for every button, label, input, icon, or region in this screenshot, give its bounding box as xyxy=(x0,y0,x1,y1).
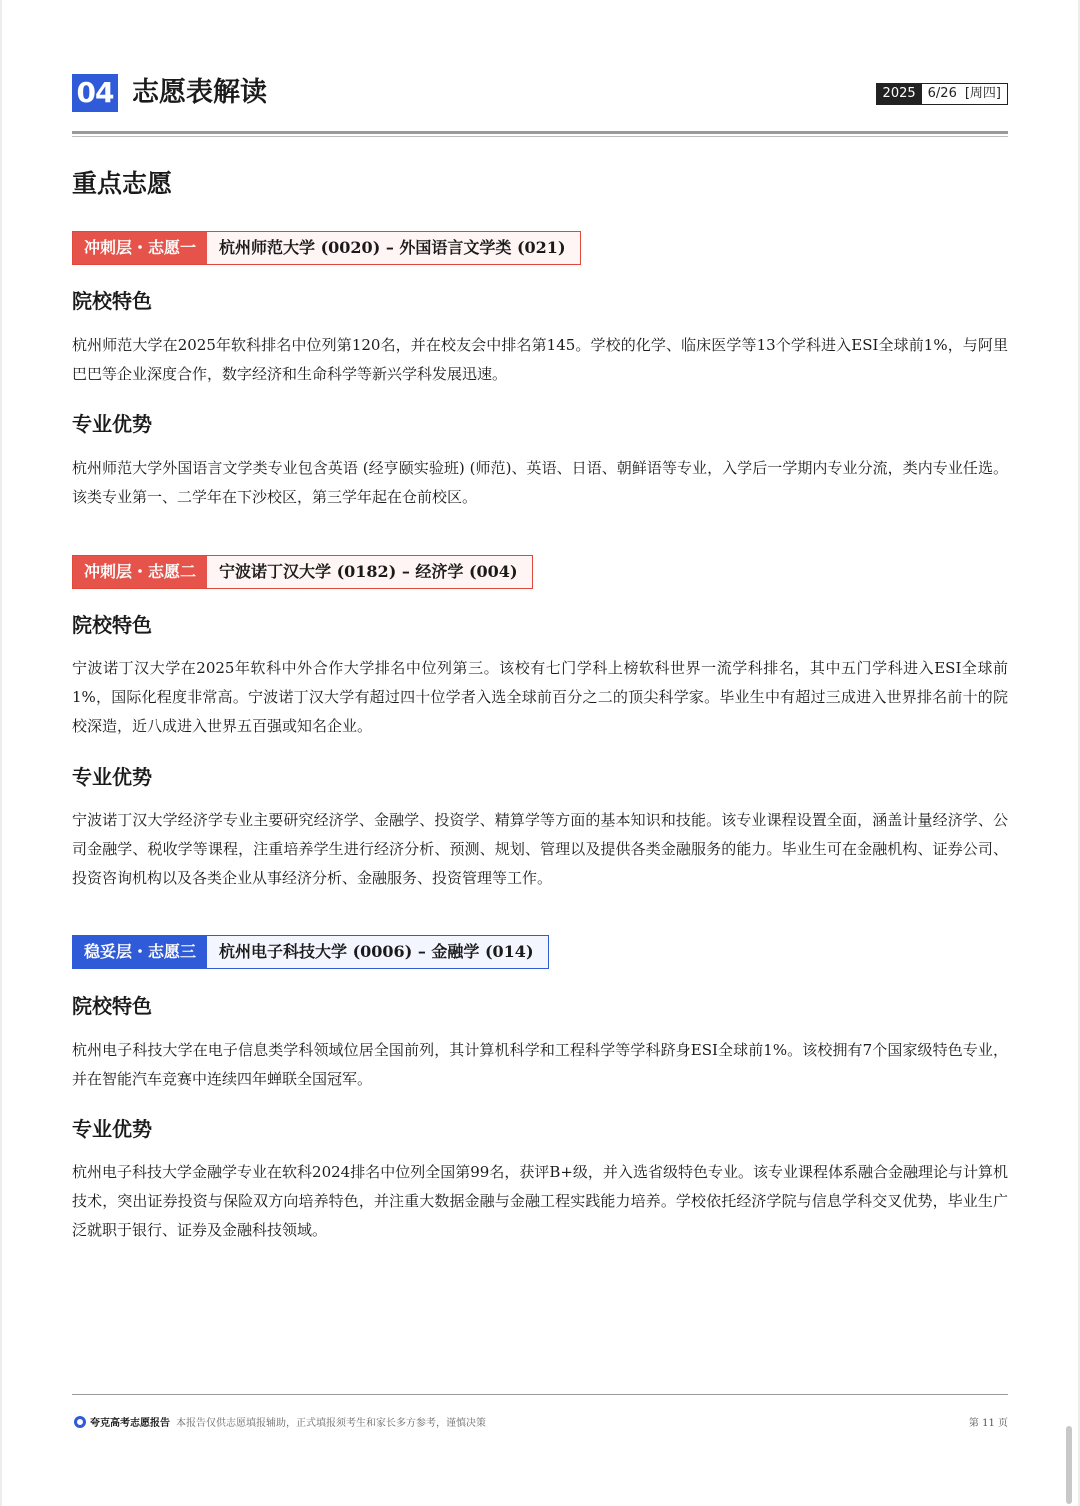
date-year: 2025 xyxy=(877,84,922,104)
choice-school-major: 杭州电子科技大学 (0006) – 金融学 (014) xyxy=(219,942,534,961)
main-heading: 重点志愿 xyxy=(72,169,173,198)
school-features-text: 杭州师范大学在2025年软科排名中位列第120名，并在校友会中排名第145。学校的化学、临床医学等13个学科进入ESI全球前1%，与阿里巴巴等企业深度合作，数字经济和生命科学等新兴学科发展迅速。 xyxy=(72,336,1008,383)
major-advantages-text: 杭州师范大学外国语言文学类专业包含英语 (经亨颐实验班) (师范)、英语、日语、朝鲜语等专业，入学后一学期内专业分流，类内专业任选。该类专业第一、二学年在下沙校区，第三学年起在仓前校区。 xyxy=(72,459,1008,506)
brand-name: 夸克高考志愿报告 xyxy=(90,1418,170,1429)
page-edge-left xyxy=(0,0,2,1506)
major-advantages-text: 杭州电子科技大学金融学专业在软科2024排名中位列全国第99名，获评B+级，并入选省级特色专业。该专业课程体系融合金融理论与计算机技术，突出证券投资与保险双方向培养特色，并注重大数据金融与金融工程实践能力培养。学校依托经济学院与信息学科交叉优势，毕业生广泛就职于银行、证券及金融科技领域。 xyxy=(72,1163,1008,1239)
choice-tier-label: 冲刺层・志愿一 xyxy=(73,232,207,264)
major-advantages-heading: 专业优势 xyxy=(72,412,152,436)
section-title: 志愿表解读 xyxy=(132,77,267,108)
header-divider xyxy=(72,131,1008,134)
date-weekday: [周四] xyxy=(964,86,1001,101)
date-badge xyxy=(876,83,1008,105)
choice-school-major: 杭州师范大学 (0020) – 外国语言文学类 (021) xyxy=(219,238,566,257)
school-features-heading: 院校特色 xyxy=(72,289,152,313)
footer-divider xyxy=(72,1394,1008,1395)
choice-tier-label: 冲刺层・志愿二 xyxy=(73,556,207,588)
choice-school-major: 宁波诺丁汉大学 (0182) – 经济学 (004) xyxy=(219,562,518,581)
header-divider-thin xyxy=(72,136,1008,137)
choice-tag-3 xyxy=(72,935,549,969)
choice-tier-label: 稳妥层・志愿三 xyxy=(73,936,207,968)
scrollbar-thumb[interactable] xyxy=(1066,1426,1072,1504)
school-features-text: 杭州电子科技大学在电子信息类学科领域位居全国前列，其计算机科学和工程科学等学科跻身ESI全球前1%。该校拥有7个国家级特色专业，并在智能汽车竞赛中连续四年蝉联全国冠军。 xyxy=(72,1041,1008,1088)
brand-logo-icon xyxy=(74,1416,86,1428)
date-day: 6/26 xyxy=(927,86,957,101)
school-features-text: 宁波诺丁汉大学在2025年软科中外合作大学排名中位列第三。该校有七门学科上榜软科世界一流学科排名，其中五门学科进入ESI全球前1%，国际化程度非常高。宁波诺丁汉大学有超过四十位学者入选全球前百分之二的顶尖科学家。毕业生中有超过三成进入世界排名前十的院校深造，近八成进入世界五百强或知名企业。 xyxy=(72,659,1008,735)
page-footer xyxy=(72,1412,1008,1432)
school-features-heading: 院校特色 xyxy=(72,613,152,637)
major-advantages-text: 宁波诺丁汉大学经济学专业主要研究经济学、金融学、投资学、精算学等方面的基本知识和技能。该专业课程设置全面，涵盖计量经济学、公司金融学、税收学等课程，注重培养学生进行经济分析、预测、规划、管理以及提供各类金融服务的能力。毕业生可在金融机构、证券公司、投资咨询机构以及各类企业从事经济分析、金融服务、投资管理等工作。 xyxy=(72,811,1008,887)
section-number: 04 xyxy=(72,74,118,112)
choice-tag-1 xyxy=(72,231,581,265)
footer-disclaimer: 本报告仅供志愿填报辅助，正式填报须考生和家长多方参考，谨慎决策 xyxy=(176,1418,486,1429)
page-header xyxy=(72,74,1008,114)
page-number: 第 11 页 xyxy=(968,1418,1008,1429)
school-features-heading: 院校特色 xyxy=(72,994,152,1018)
major-advantages-heading: 专业优势 xyxy=(72,1117,152,1141)
choice-tag-2 xyxy=(72,555,533,589)
major-advantages-heading: 专业优势 xyxy=(72,765,152,789)
